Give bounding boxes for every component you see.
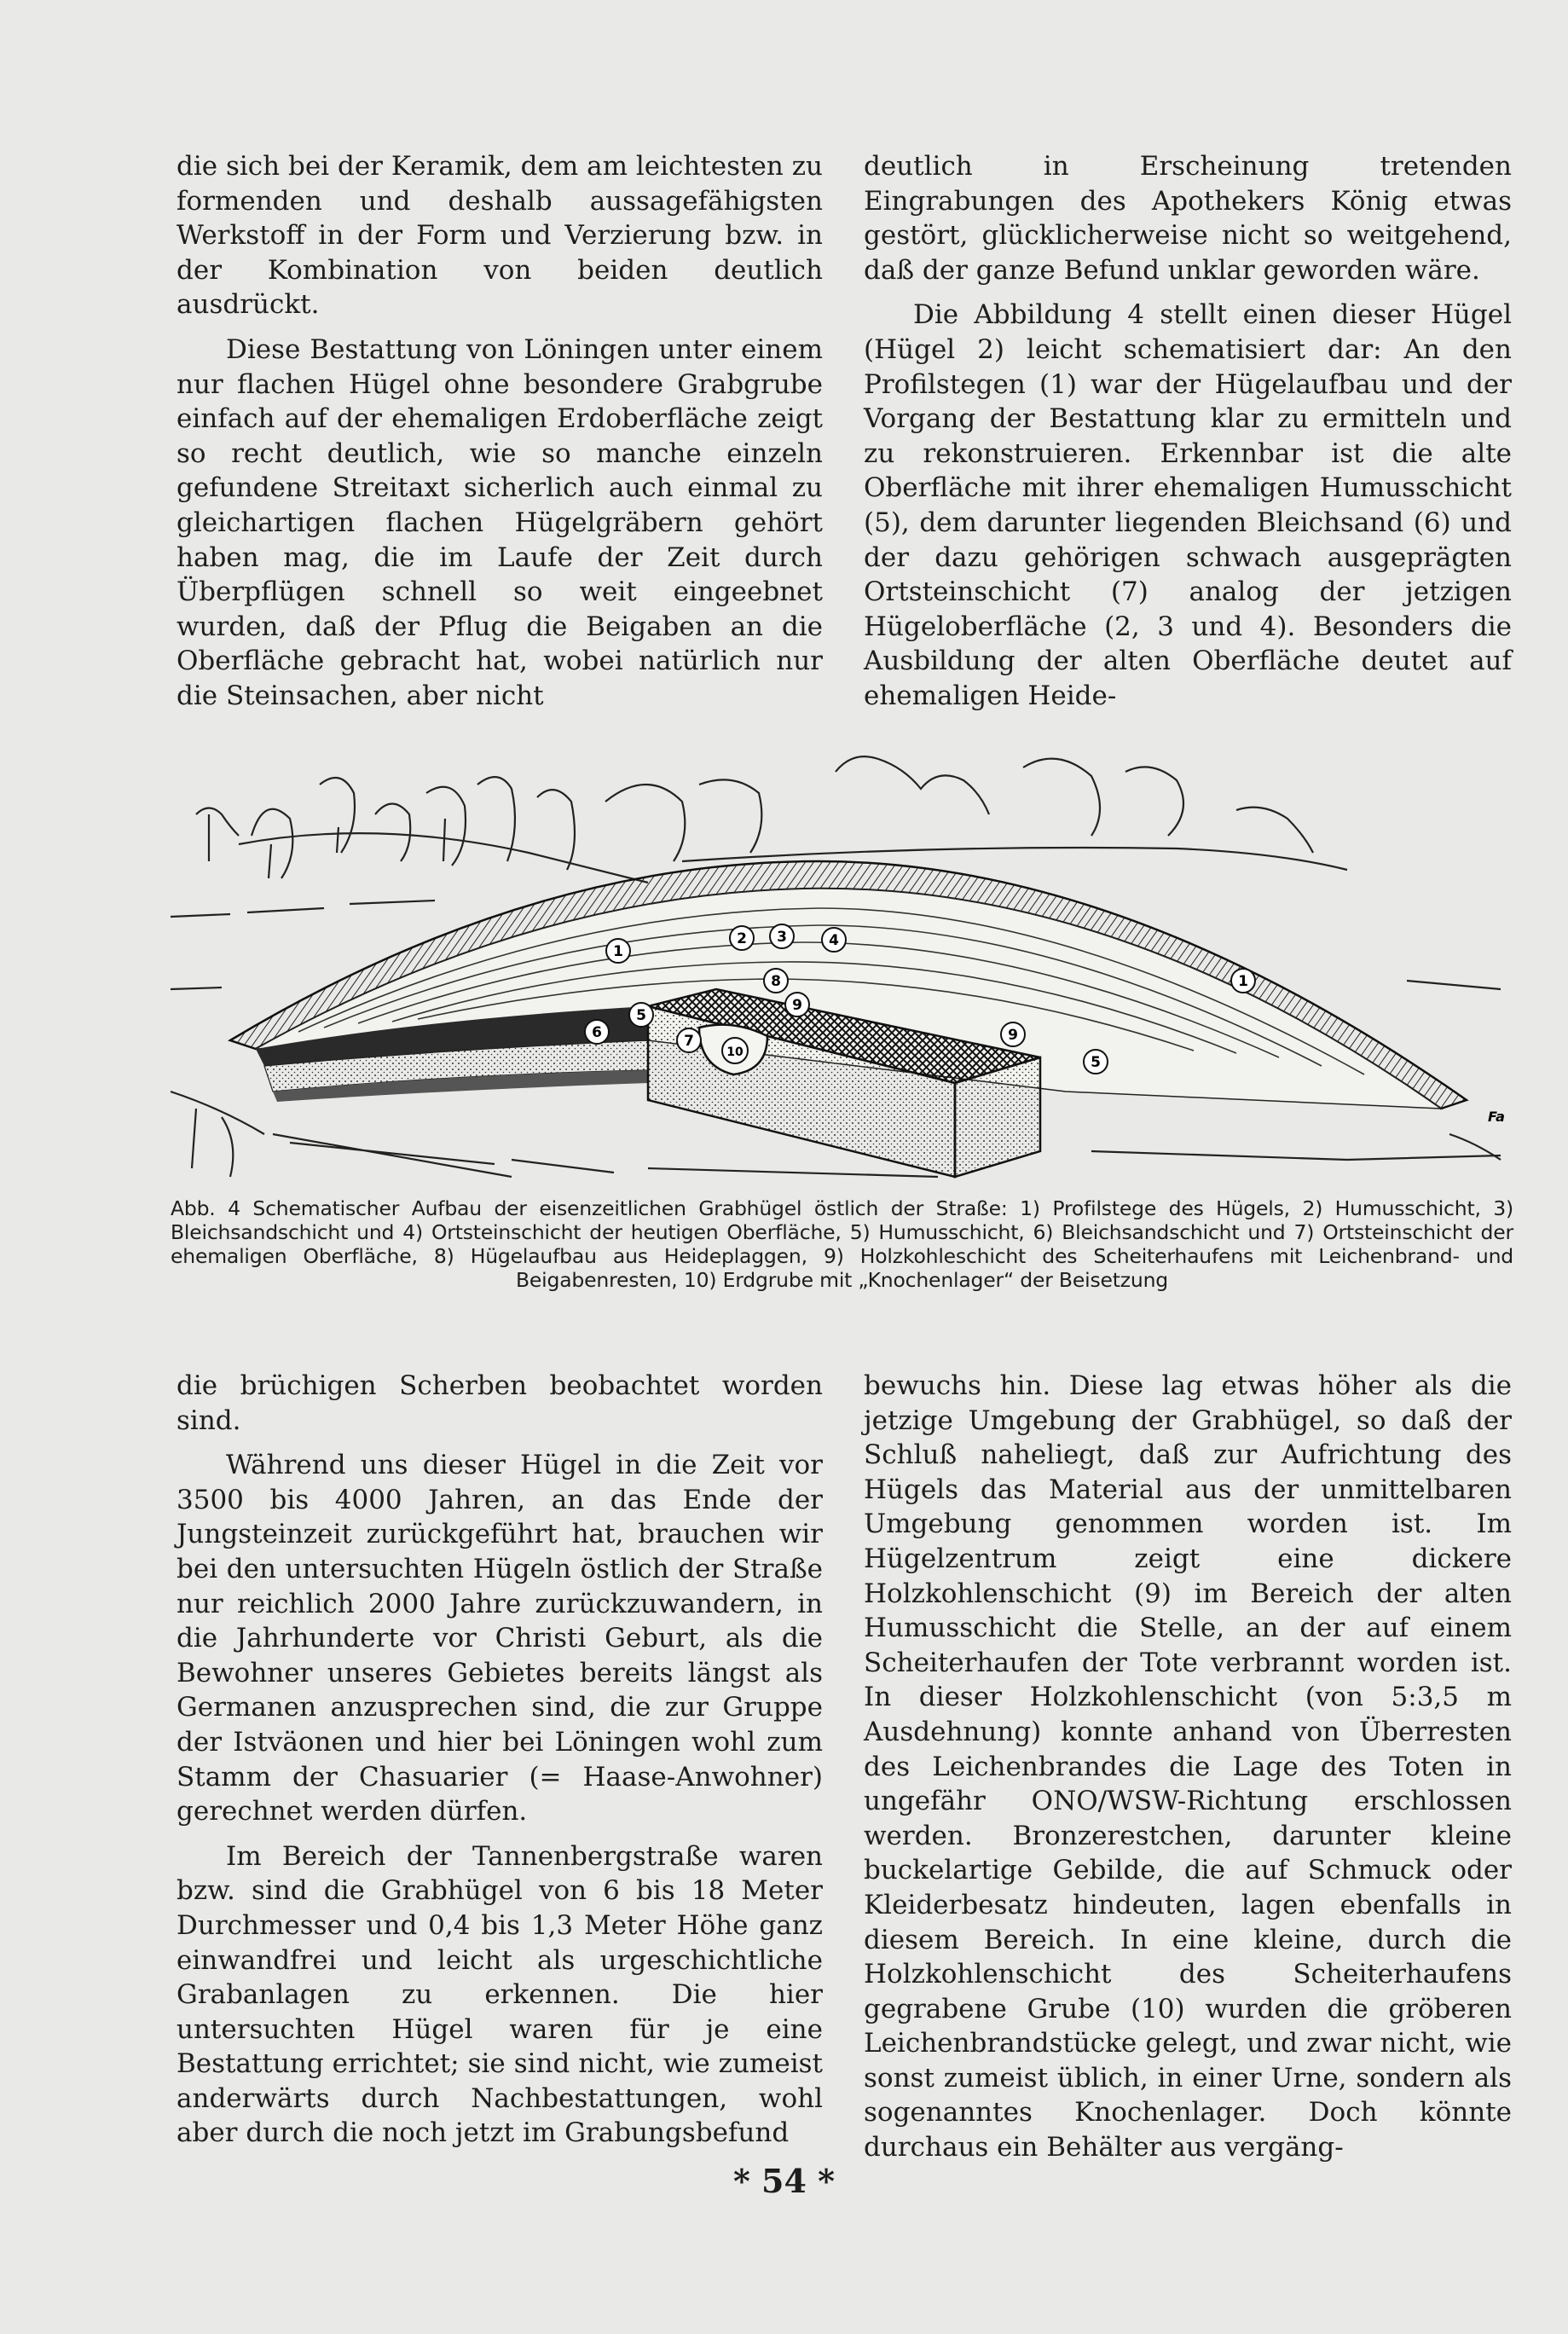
artist-signature: Fa xyxy=(1488,1109,1505,1125)
marker-4 xyxy=(822,928,846,952)
mound-drawing xyxy=(171,733,1513,1185)
svg-text:1: 1 xyxy=(1238,973,1248,990)
paragraph: Im Bereich der Tannenbergstraße waren bzw. sind die Grabhügel von 6 bis 18 Meter Durchmesser und 0,4 bis 1,3 Meter Höhe ganz einwandfrei und leicht als urgeschichtliche Grabanlagen zu erkennen. Die hier untersuchten Hügel waren für je eine Bestattung errichtet; sie sind nicht, wie zumeist anderwärts durch Nachbestattungen, wohl aber durch die noch jetzt im Grabungsbefund xyxy=(176,1840,823,2149)
svg-text:3: 3 xyxy=(777,929,787,946)
svg-text:1: 1 xyxy=(613,943,623,960)
marker-9-right xyxy=(1001,1022,1025,1046)
marker-5 xyxy=(629,1003,653,1027)
svg-text:9: 9 xyxy=(792,997,802,1014)
paragraph: die sich bei der Keramik, dem am leichtesten zu formenden und deshalb aussagefähigsten Werkstoff in der Form und Verzierung bzw. in der Kombination von beiden deutlich ausdrückt. xyxy=(176,151,823,321)
marker-5-right xyxy=(1084,1050,1108,1074)
paragraph: Die Abbildung 4 stellt einen dieser Hügel (Hügel 2) leicht schematisiert dar: An den Profilstegen (1) war der Hügelaufbau und der Vorgang der Bestattung klar zu ermitteln und zu rekonstruieren. Erkennbar ist die alte Oberfläche mit ihrer ehemaligen Humusschicht (5), dem darunter liegenden Bleichsand (6) und der dazu gehörigen schwach ausgeprägten Ortsteinschicht (7) analog der jetzigen Hügeloberfläche (2, 3 und 4). Besonders die Ausbildung der alten Oberfläche deutet auf ehemaligen Heide- xyxy=(864,299,1512,711)
marker-7 xyxy=(677,1028,701,1052)
marker-10 xyxy=(722,1038,748,1063)
svg-text:8: 8 xyxy=(771,973,781,990)
marker-6 xyxy=(585,1020,609,1044)
paragraph: deutlich in Erscheinung tretenden Eingrabungen des Apothekers König etwas gestört, glücklicherweise nicht so weitgehend, daß der ganze Befund unklar geworden wäre. xyxy=(864,151,1512,286)
figure-caption: Abb. 4 Schematischer Aufbau der eisenzeitlichen Grabhügel östlich der Straße: 1) Profilstege des Hügels, 2) Humusschicht, 3) Bleichsandschicht und 4) Ortsteinschicht der heutigen Oberfläche, 5) Humusschicht, 6) Bleichsandschicht und 7) Ortsteinschicht der ehemaligen Oberfläche, 8) Hügelaufbau aus Heideplaggen, 9) Holzkohleschicht des Scheiterhaufens mit Leichenbrand- und Beigabenresten, 10) Erdgrube mit „Knochenlager“ der Beisetzung xyxy=(171,1196,1513,1292)
svg-text:9: 9 xyxy=(1008,1027,1018,1044)
text-column-top-right xyxy=(864,149,1512,714)
marker-1 xyxy=(606,939,630,963)
svg-text:10: 10 xyxy=(726,1045,743,1059)
paragraph: bewuchs hin. Diese lag etwas höher als die jetzige Umgebung der Grabhügel, so daß der Schluß naheliegt, daß zur Aufrichtung des Hügels das Material aus der unmittelbaren Umgebung genommen worden ist. Im Hügelzentrum zeigt eine dickere Holzkohlenschicht (9) im Bereich der alten Humusschicht die Stelle, an der auf einem Scheiterhaufen der Tote verbrannt worden ist. In dieser Holzkohlenschicht (von 5:3,5 m Ausdehnung) konnte anhand von Überresten des Leichenbrandes die Lage des Toten in ungefähr ONO/WSW-Richtung erschlossen werden. Bronzerestchen, darunter kleine buckelartige Gebilde, die auf Schmuck oder Kleiderbesatz hindeuten, lagen ebenfalls in diesem Bereich. In eine kleine, durch die Holzkohlenschicht des Scheiterhaufens gegrabene Grube (10) wurden die gröberen Leichenbrandstücke gelegt, und zwar nicht, wie sonst zumeist üblich, in einer Urne, sondern als sogenanntes Knochenlager. Doch könnte durchaus ein Behälter aus vergäng- xyxy=(864,1370,1512,2163)
svg-text:6: 6 xyxy=(592,1024,602,1041)
figure-burial-mound-illustration xyxy=(171,733,1513,1185)
svg-text:7: 7 xyxy=(684,1033,694,1050)
marker-2 xyxy=(730,926,754,950)
marker-3 xyxy=(770,924,794,948)
marker-8 xyxy=(764,969,788,993)
paragraph: Diese Bestattung von Löningen unter einem nur flachen Hügel ohne besondere Grabgrube einfach auf der ehemaligen Erdoberfläche zeigt so recht deutlich, wie so manche einzeln gefundene Streitaxt sicherlich auch einmal zu gleichartigen flachen Hügelgräbern gehört haben mag, die im Laufe der Zeit durch Überpflügen schnell so weit eingeebnet wurden, daß der Pflug die Beigaben an die Oberfläche gebracht hat, wobei natürlich nur die Steinsachen, aber nicht xyxy=(176,333,823,711)
svg-text:4: 4 xyxy=(829,932,839,949)
paragraph: die brüchigen Scherben beobachtet worden sind. xyxy=(176,1370,823,1436)
svg-text:5: 5 xyxy=(636,1007,646,1024)
marker-9 xyxy=(785,993,809,1016)
svg-text:5: 5 xyxy=(1091,1054,1101,1071)
text-column-bottom-right xyxy=(864,1369,1512,2165)
marker-1-right xyxy=(1231,969,1255,993)
svg-text:2: 2 xyxy=(737,930,747,947)
text-column-top-left xyxy=(176,149,823,714)
paragraph: Während uns dieser Hügel in die Zeit vor 3500 bis 4000 Jahren, an das Ende der Jungsteinzeit zurückgeführt hat, brauchen wir bei den untersuchten Hügeln östlich der Straße nur reichlich 2000 Jahre zurückzuwandern, in die Jahrhunderte vor Christi Geburt, als die Bewohner unseres Gebietes bereits längst als Germanen anzusprechen sind, die zur Gruppe der Istväonen und hier bei Löningen wohl zum Stamm der Chasuarier (= Haase-Anwohner) gerechnet werden dürfen. xyxy=(176,1450,823,1827)
text-column-bottom-left xyxy=(176,1369,823,2151)
page-number: * 54 * xyxy=(732,2162,836,2200)
